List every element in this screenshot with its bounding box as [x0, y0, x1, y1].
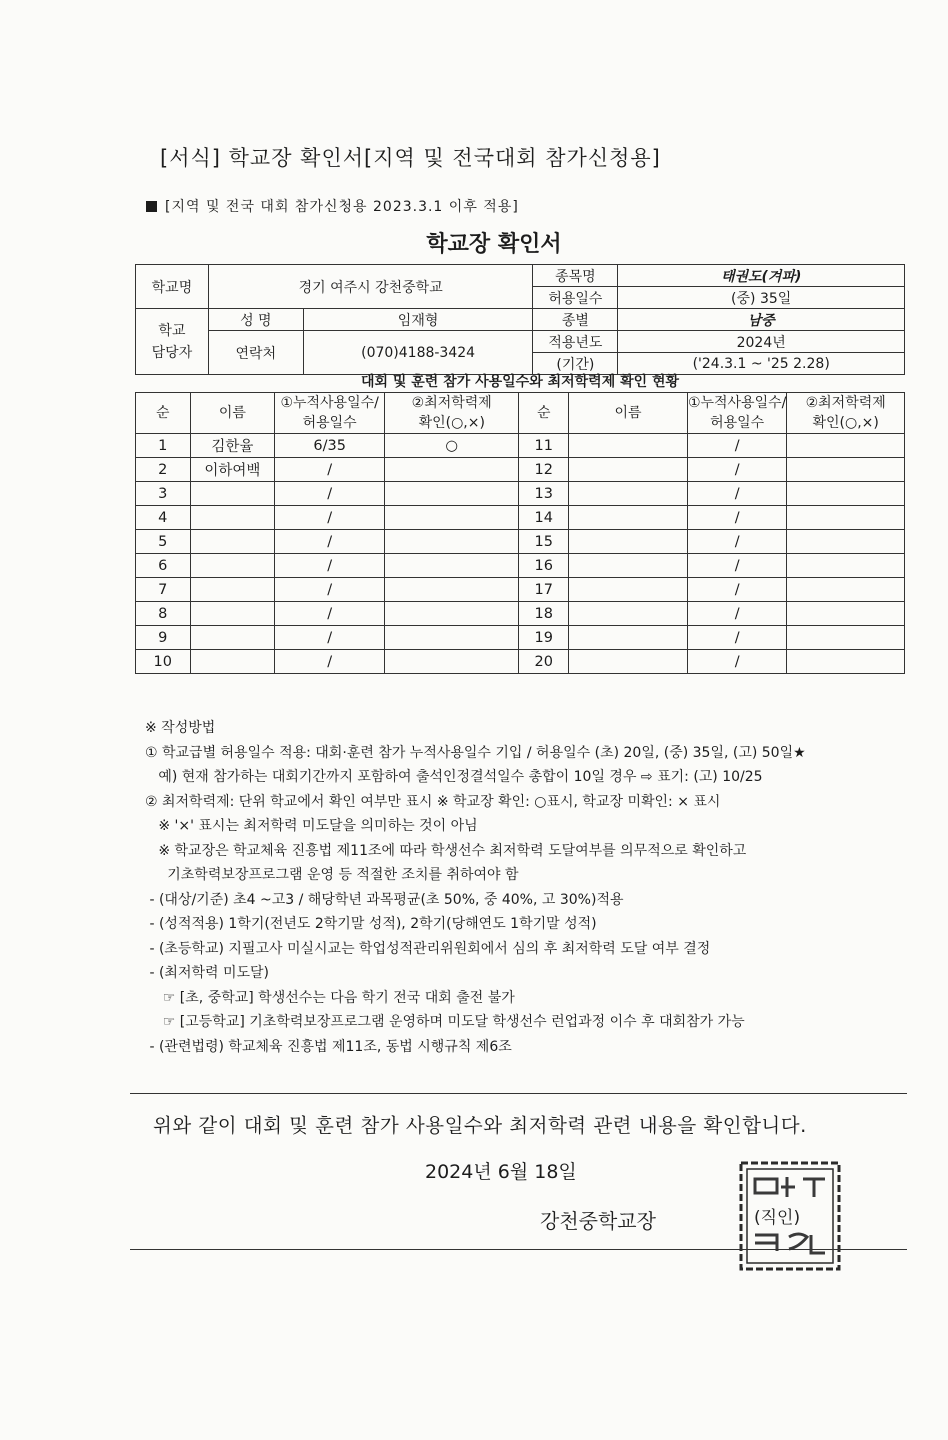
row-no: 7 — [136, 578, 191, 602]
table-row — [136, 530, 905, 554]
min-check — [385, 602, 519, 626]
days-used: / — [687, 530, 786, 554]
student-name — [569, 506, 688, 530]
col-days-line2: 허용일수 — [302, 415, 357, 431]
instruction-line: - (초등학교) 지필고사 미실시교는 학업성적관리위원회에서 심의 후 최저학력 도달 여부 결정 — [145, 940, 711, 957]
days-used: / — [275, 554, 385, 578]
col-days-line1: ①누적사용일수/ — [687, 395, 787, 411]
student-name — [569, 554, 688, 578]
row-no: 17 — [519, 578, 569, 602]
square-bullet-icon — [146, 201, 157, 212]
row-no: 4 — [136, 506, 191, 530]
student-name — [569, 530, 688, 554]
instruction-line: ① 학교급별 허용일수 적용: 대회·훈련 참가 누적사용일수 기입 / 허용일수 (초) 20일, (중) 35일, (고) 50일★ — [145, 744, 806, 761]
manager-label — [136, 309, 209, 375]
col-name-header-2: 이름 — [569, 393, 688, 434]
school-label: 학교명 — [136, 265, 209, 309]
instruction-line: - (최저학력 미도달) — [145, 965, 269, 981]
days-used: / — [687, 506, 786, 530]
student-name — [190, 482, 275, 506]
allowed-days-value: (중) 35일 — [618, 287, 905, 309]
col-min-line2: 확인(○,×) — [418, 415, 485, 431]
table-row — [136, 554, 905, 578]
row-no: 16 — [519, 554, 569, 578]
min-check — [385, 530, 519, 554]
row-no: 10 — [136, 650, 191, 674]
days-used: / — [275, 650, 385, 674]
seal-label: (직인) — [754, 1208, 801, 1228]
confirm-statement: 위와 같이 대회 및 훈련 참가 사용일수와 최저학력 관련 내용을 확인합니다. — [153, 1114, 807, 1137]
min-check — [787, 578, 905, 602]
student-name — [569, 434, 688, 458]
min-check — [385, 650, 519, 674]
min-check — [385, 506, 519, 530]
min-check — [787, 650, 905, 674]
student-name — [569, 482, 688, 506]
event-label: 종목명 — [533, 265, 618, 287]
instruction-line: - (성적적용) 1학기(전년도 2학기말 성적), 2학기(당해연도 1학기말 성적) — [145, 916, 597, 932]
days-used: / — [687, 554, 786, 578]
student-name — [190, 554, 275, 578]
table-row — [136, 506, 905, 530]
col-days-line1: ①누적사용일수/ — [280, 395, 379, 411]
name-value: 임재형 — [303, 309, 533, 331]
student-name — [190, 530, 275, 554]
row-no: 8 — [136, 602, 191, 626]
min-check — [385, 482, 519, 506]
year-value: 2024년 — [618, 331, 905, 353]
row-no: 5 — [136, 530, 191, 554]
student-name — [569, 626, 688, 650]
col-days-header-2 — [687, 393, 786, 434]
student-name: 김한율 — [190, 434, 275, 458]
min-check — [385, 578, 519, 602]
school-info-table — [135, 264, 905, 375]
type-label: 종별 — [533, 309, 618, 331]
row-no: 6 — [136, 554, 191, 578]
row-no: 9 — [136, 626, 191, 650]
table-row — [136, 650, 905, 674]
student-name — [190, 602, 275, 626]
min-check — [385, 626, 519, 650]
roster-header-row — [136, 393, 905, 434]
instruction-line: ② 최저학력제: 단위 학교에서 확인 여부만 표시 ※ 학교장 확인: ○표시, 학교장 미확인: × 표시 — [145, 793, 721, 810]
student-name — [569, 458, 688, 482]
row-no: 12 — [519, 458, 569, 482]
instruction-line: ※ 학교장은 학교체육 진흥법 제11조에 따라 학생선수 최저학력 도달여부를 의무적으로 확인하고 — [145, 842, 747, 859]
min-check — [787, 530, 905, 554]
roster-section-title: 대회 및 훈련 참가 사용일수와 최저학력제 확인 현황 — [360, 374, 680, 390]
student-name — [569, 578, 688, 602]
writing-instructions — [145, 716, 905, 1059]
min-check — [385, 554, 519, 578]
row-no: 18 — [519, 602, 569, 626]
row-no: 19 — [519, 626, 569, 650]
days-used: / — [687, 602, 786, 626]
form-subtitle — [146, 196, 519, 216]
row-no: 14 — [519, 506, 569, 530]
table-row — [136, 602, 905, 626]
table-row — [136, 434, 905, 458]
instruction-line: 예) 현재 참가하는 대회기간까지 포함하여 출석인정결석일수 총합이 10일 경우 ⇨ 표기: (고) 10/25 — [145, 769, 763, 785]
roster-table — [135, 392, 905, 674]
days-used: / — [275, 530, 385, 554]
year-label-period: (기간) — [533, 353, 618, 375]
divider-top — [130, 1093, 907, 1094]
col-no-header: 순 — [136, 393, 191, 434]
min-check — [787, 602, 905, 626]
col-min-line2: 확인(○,×) — [812, 415, 879, 431]
days-used: / — [275, 578, 385, 602]
name-label: 성 명 — [208, 309, 303, 331]
row-no: 1 — [136, 434, 191, 458]
instruction-line: ☞ [고등학교] 기초학력보장프로그램 운영하며 미도달 학생선수 런업과정 이수 후 대회참가 가능 — [145, 1014, 745, 1030]
col-min-line1: ②최저학력제 — [411, 395, 492, 411]
days-used: / — [275, 482, 385, 506]
min-check — [787, 506, 905, 530]
student-name: 이하여백 — [190, 458, 275, 482]
instruction-line: - (관련법령) 학교체육 진흥법 제11조, 동법 시행규칙 제6조 — [145, 1038, 512, 1055]
instruction-line: ※ 작성방법 — [145, 720, 216, 736]
divider-bottom — [130, 1249, 907, 1250]
days-used: / — [687, 650, 786, 674]
table-row — [136, 458, 905, 482]
days-used: / — [687, 434, 786, 458]
min-check — [787, 482, 905, 506]
student-name — [569, 602, 688, 626]
year-label: 적용년도 — [533, 331, 618, 353]
col-min-line1: ②최저학력제 — [805, 395, 886, 411]
roster-body — [136, 434, 905, 674]
days-used: / — [687, 482, 786, 506]
table-row — [136, 578, 905, 602]
col-days-header — [275, 393, 385, 434]
instruction-line: - (대상/기준) 초4 ~고3 / 해당학년 과목평균(초 50%, 중 40%, 고 30%)적용 — [145, 891, 624, 908]
event-value: 태권도(겨파) — [618, 265, 905, 287]
table-row — [136, 482, 905, 506]
row-no: 11 — [519, 434, 569, 458]
row-no: 2 — [136, 458, 191, 482]
type-value: 남중 — [618, 309, 905, 331]
instruction-line: ☞ [초, 중학교] 학생선수는 다음 학기 전국 대회 출전 불가 — [145, 989, 515, 1006]
contact-value: (070)4188-3424 — [303, 331, 533, 375]
row-no: 20 — [519, 650, 569, 674]
days-used: / — [687, 578, 786, 602]
min-check — [787, 434, 905, 458]
form-subtitle-text: [지역 및 전국 대회 참가신청용 2023.3.1 이후 적용] — [165, 199, 519, 215]
days-used: / — [687, 626, 786, 650]
student-name — [569, 650, 688, 674]
days-used: / — [687, 458, 786, 482]
col-min-header — [385, 393, 519, 434]
period-value: ('24.3.1 ~ '25 2.28) — [618, 353, 905, 375]
student-name — [190, 506, 275, 530]
table-row — [136, 626, 905, 650]
days-used: / — [275, 626, 385, 650]
manager-label-line1: 학교 — [158, 322, 186, 339]
days-used: / — [275, 458, 385, 482]
issue-date: 2024년 6월 18일 — [425, 1161, 577, 1183]
days-used: / — [275, 602, 385, 626]
row-no: 3 — [136, 482, 191, 506]
days-used: / — [275, 506, 385, 530]
row-no: 15 — [519, 530, 569, 554]
row-no: 13 — [519, 482, 569, 506]
principal-name: 강천중학교장 — [540, 1209, 656, 1233]
student-name — [190, 578, 275, 602]
instruction-line: 기초학력보장프로그램 운영 등 적절한 조치를 취하여야 함 — [145, 867, 519, 883]
col-no-header-2: 순 — [519, 393, 569, 434]
contact-label: 연락처 — [208, 331, 303, 375]
form-title: [서식] 학교장 확인서[지역 및 전국대회 참가신청용] — [160, 146, 661, 170]
min-check — [787, 554, 905, 578]
col-min-header-2 — [787, 393, 905, 434]
days-used: 6/35 — [275, 434, 385, 458]
school-value: 경기 여주시 강천중학교 — [208, 265, 533, 309]
student-name — [190, 650, 275, 674]
col-name-header: 이름 — [190, 393, 275, 434]
allowed-days-label: 허용일수 — [533, 287, 618, 309]
min-check — [385, 458, 519, 482]
certificate-title: 학교장 확인서 — [426, 232, 562, 257]
min-check — [787, 626, 905, 650]
col-days-line2: 허용일수 — [710, 415, 765, 431]
manager-label-line2: 담당자 — [151, 344, 193, 361]
instruction-line: ※ '×' 표시는 최저학력 미도달을 의미하는 것이 아님 — [145, 818, 478, 834]
min-check: ○ — [385, 434, 519, 458]
min-check — [787, 458, 905, 482]
student-name — [190, 626, 275, 650]
